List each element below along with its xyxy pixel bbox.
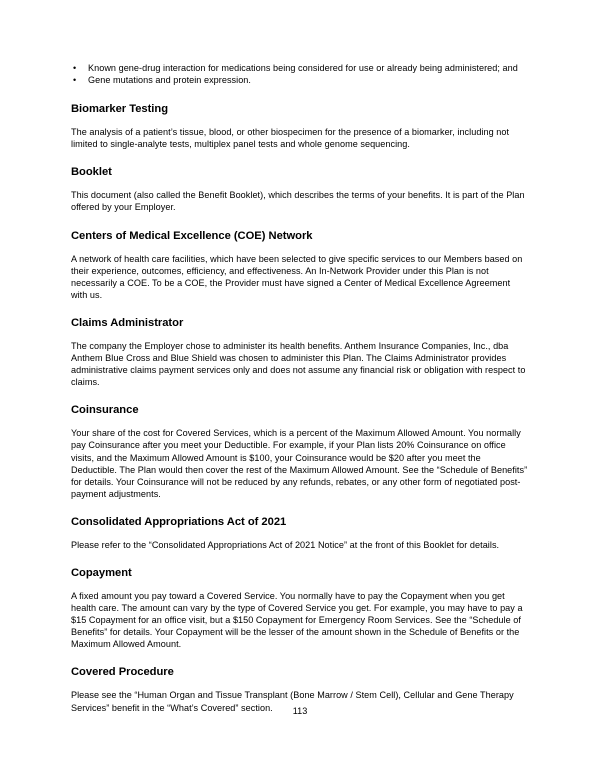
section-body-consolidated-appropriations-act: Please refer to the “Consolidated Appropriations Act of 2021 Notice” at the front of this Booklet for details.: [71, 539, 500, 550]
page-number: 113: [292, 706, 308, 716]
section-heading-copayment: Copayment: [71, 566, 132, 579]
spacer: [71, 388, 529, 404]
section-body-biomarker-testing: The analysis of a patient’s tissue, blood, or other biospecimen for the presence of a biomarker, including not limited to single-analyte tests, multiplex panel tests and whole genome sequencing.: [71, 127, 510, 150]
section-heading-coinsurance: Coinsurance: [71, 404, 139, 417]
spacer: [71, 86, 529, 103]
section-body-centers-of-medical-excellence: A network of health care facilities, which have been selected to give specific services to our Members based on their experience, outcomes, efficiency, and effectiveness. An In-Network Provider under this Plan is not necessarily a COE. To be a COE, the Provider must have signed a Center of Medical Excellence Agreement with us.: [71, 253, 523, 300]
spacer: [71, 551, 529, 567]
section-heading-covered-procedure: Covered Procedure: [71, 666, 174, 679]
bullet-list: [71, 62, 529, 86]
spacer: [71, 214, 529, 230]
section-heading-consolidated-appropriations-act: Consolidated Appropriations Act of 2021: [71, 515, 287, 528]
section-heading-booklet: Booklet: [71, 166, 112, 179]
spacer: [71, 650, 529, 666]
page-content: [71, 62, 529, 714]
section-body-claims-administrator: The company the Employer chose to administer its health benefits. Anthem Insurance Companies, Inc., dba Anthem Blue Cross and Blue Shield was chosen to administer this Plan. The Claims Administrator provides administrative claims payment services only and does not assume any financial risk or obligation with respect to claims.: [71, 340, 526, 388]
section-body-booklet: This document (also called the Benefit Booklet), which describes the terms of your benefits. It is part of the Plan offered by your Employer.: [71, 190, 525, 213]
spacer: [71, 330, 529, 340]
section-heading-biomarker-testing: Biomarker Testing: [71, 103, 169, 116]
section-body-coinsurance: Your share of the cost for Covered Services, which is a percent of the Maximum Allowed Amount. You normally pay Coinsurance after you meet your Deductible. For example, if your Plan lists 20% Coinsurance on office visits, and the Maximum Allowed Amount is $100, your Coinsurance would be $20 after you meet the Deductible. The Plan would then cover the rest of the Maximum Allowed Amount. See the “Schedule of Benefits” for details. Your Coinsurance will not be reduced by any refunds, rebates, or any other form of negotiated post-payment adjustments.: [71, 428, 528, 499]
section-body-copayment: A fixed amount you pay toward a Covered Service. You normally have to pay the Copayment when you get health care. The amount can vary by the type of Covered Service you get. For example, you may have to pay a $15 Copayment for an office visit, but a $150 Copayment for Emergency Room Services. See the “Schedule of Benefits” for details. Your Copayment will be the lesser of the amount shown in the Schedule of Benefits or the Maximum Allowed Amount.: [71, 590, 523, 650]
spacer: [71, 116, 529, 126]
spacer: [71, 417, 529, 427]
spacer: [71, 580, 529, 590]
section-heading-centers-of-medical-excellence: Centers of Medical Excellence (COE) Network: [71, 229, 313, 242]
spacer: [71, 679, 529, 689]
list-item: • Known gene-drug interaction for medications being considered for use or already being administered; and: [71, 62, 529, 74]
spacer: [71, 529, 529, 539]
section-body-covered-procedure: Please see the “Human Organ and Tissue Transplant (Bone Marrow / Stem Cell), Cellular and Gene Therapy Services” benefit in the “What’s Covered” section.: [71, 690, 514, 713]
spacer: [71, 301, 529, 317]
spacer: [71, 500, 529, 516]
spacer: [71, 179, 529, 189]
spacer: [71, 243, 529, 253]
spacer: [71, 150, 529, 166]
section-heading-claims-administrator: Claims Administrator: [71, 316, 184, 329]
list-item: • Gene mutations and protein expression.: [71, 74, 529, 86]
